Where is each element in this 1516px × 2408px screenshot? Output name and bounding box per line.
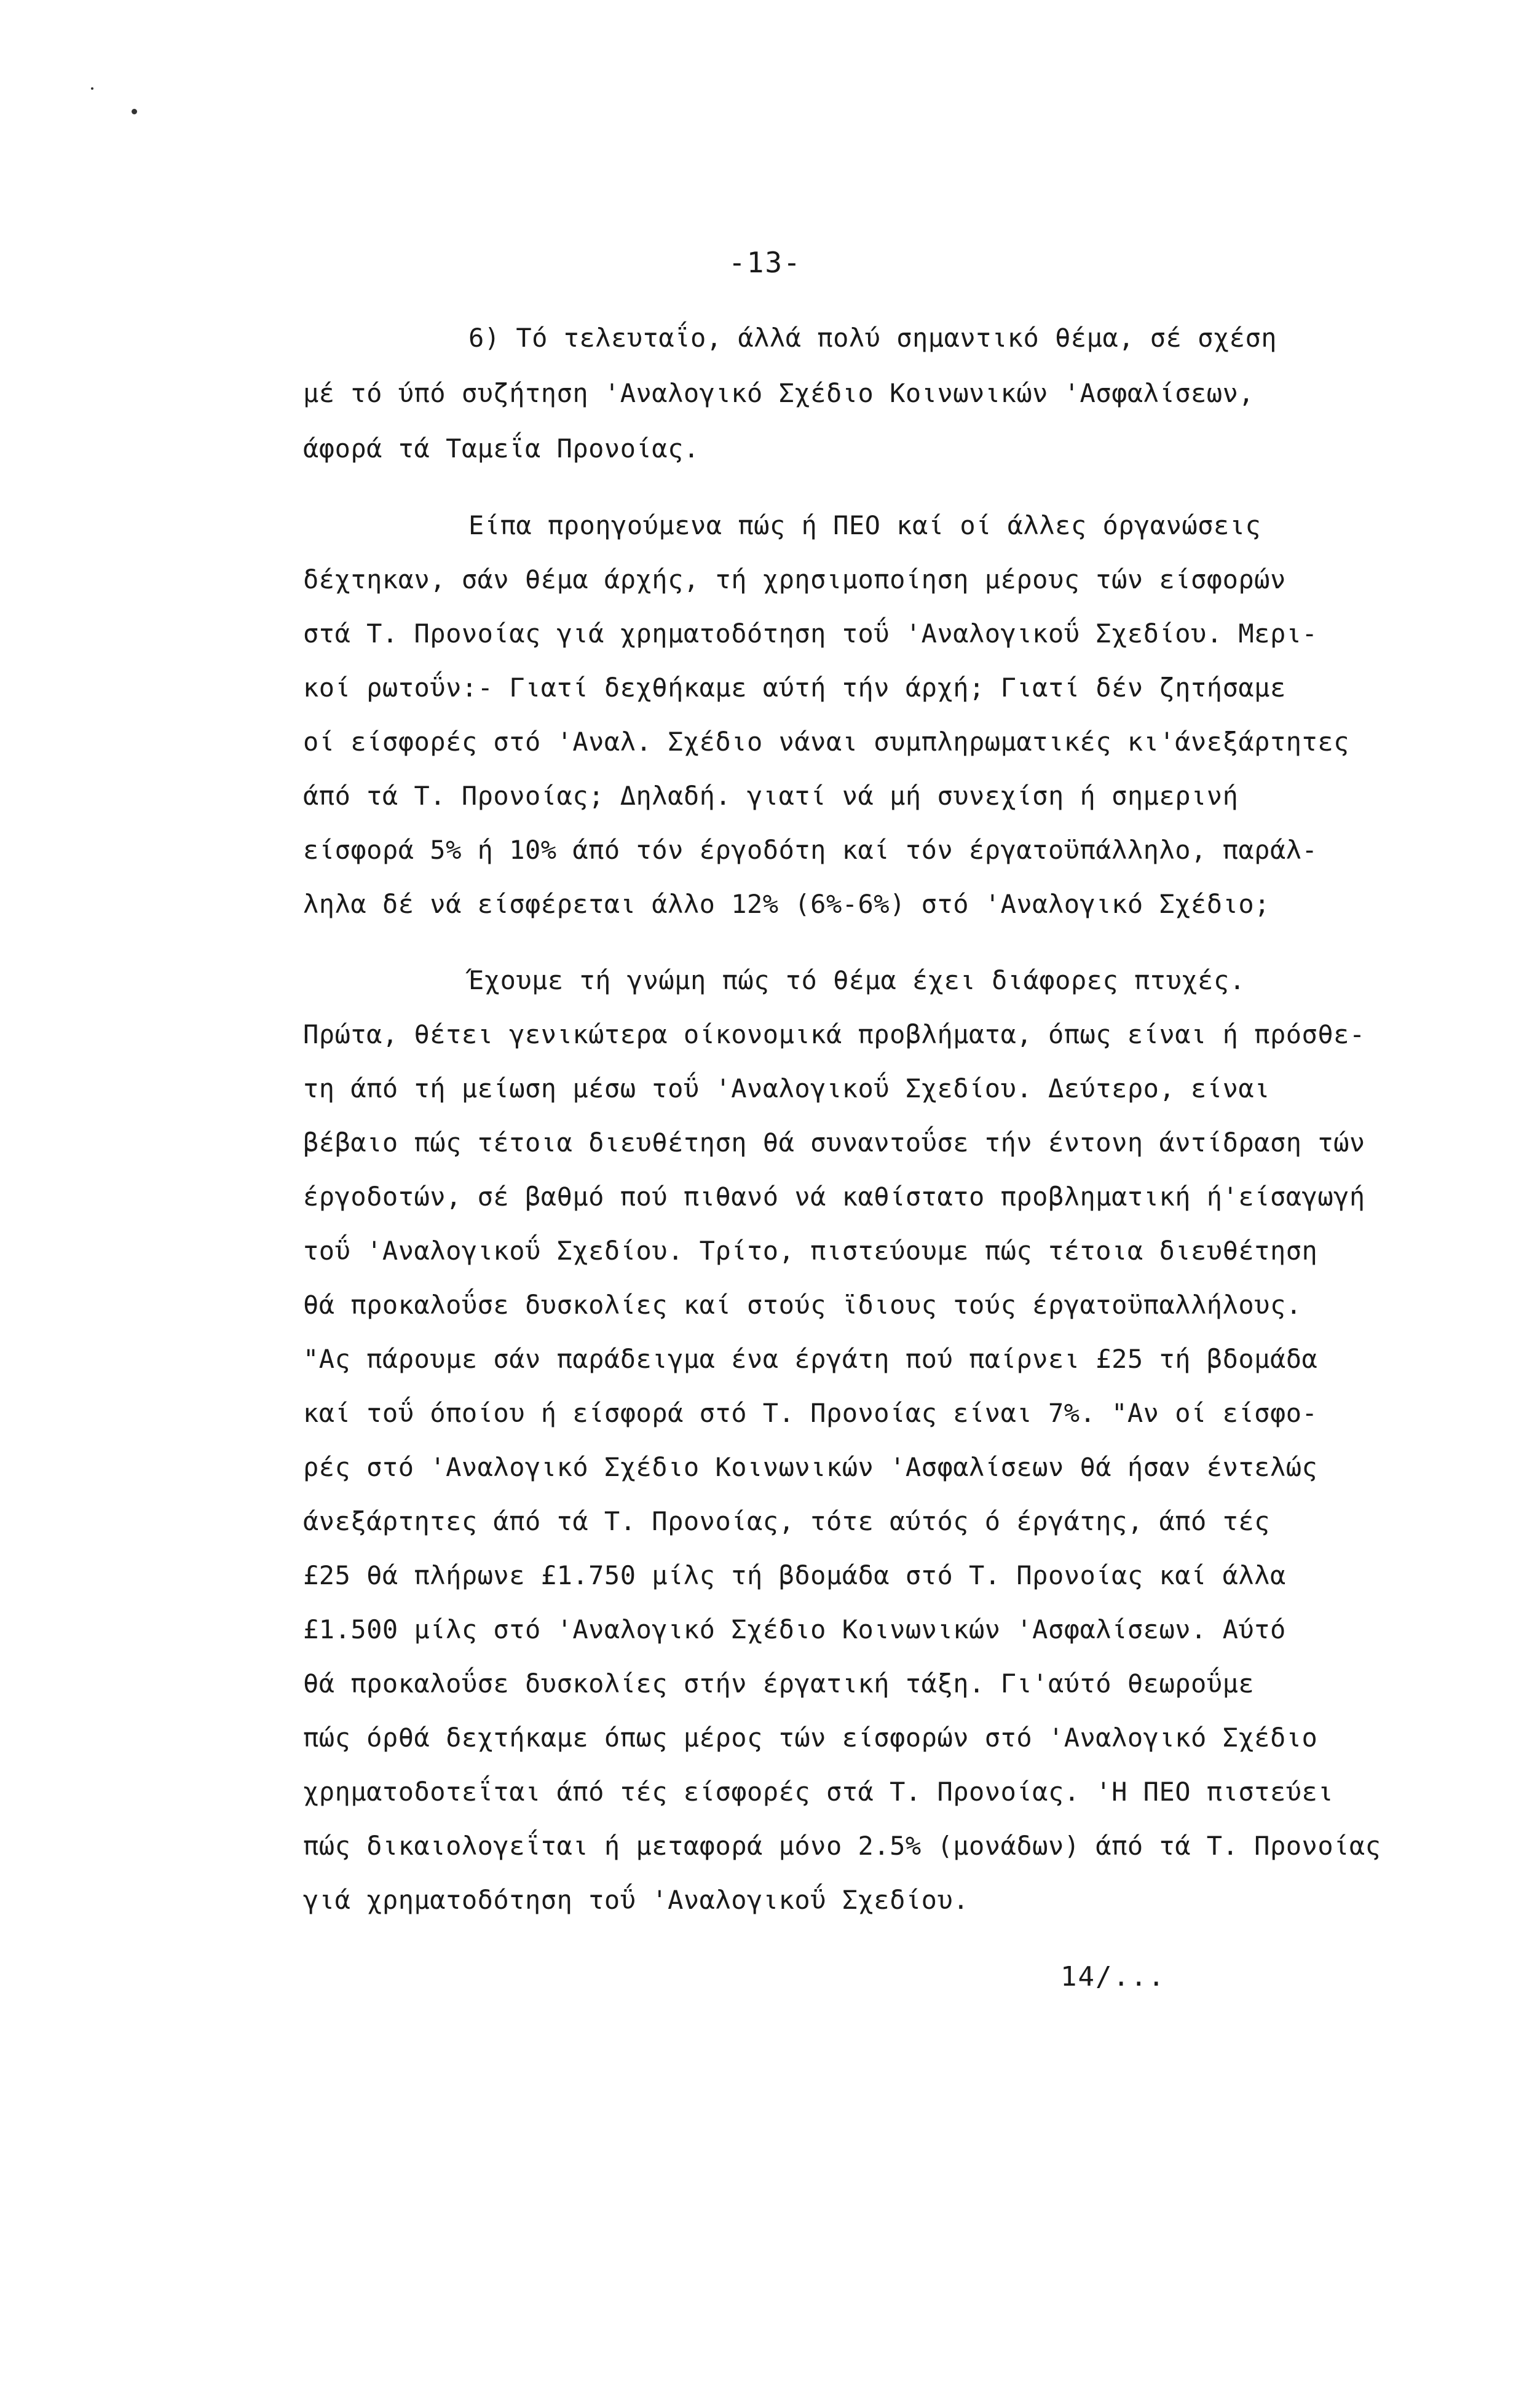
text-line: θά προκαλοΰσε δυσκολίες καί στούς ϊδιους τούς έργατοϋπαλλήλους. <box>303 1290 1302 1320</box>
text-line: πώς όρθά δεχτήκαμε όπως μέρος τών είσφορών στό 'Αναλογικό Σχέδιο <box>303 1723 1318 1753</box>
text-line: τοΰ 'Αναλογικοΰ Σχεδίου. Τρίτο, πιστεύουμε πώς τέτοια διευθέτηση <box>303 1236 1318 1266</box>
text-line: χρηματοδοτεΐται άπό τές είσφορές στά Τ. Προνοίας. 'Η ΠΕΟ πιστεύει <box>303 1777 1334 1807</box>
text-line: είσφορά 5% ή 10% άπό τόν έργοδότη καί τόν έργατοϋπάλληλο, παράλ- <box>303 835 1318 865</box>
text-line: στά Τ. Προνοίας γιά χρηματοδότηση τοΰ 'Αναλογικοΰ Σχεδίου. Μερι- <box>303 618 1318 649</box>
text-line: κοί ρωτοΰν:- Γιατί δεχθήκαμε αύτή τήν άρχή; Γιατί δέν ζητήσαμε <box>303 673 1286 703</box>
text-line: δέχτηκαν, σάν θέμα άρχής, τή χρησιμοποίηση μέρους τών είσφορών <box>303 564 1286 594</box>
text-line: ληλα δέ νά είσφέρεται άλλο 12% (6%-6%) στό 'Αναλογικό Σχέδιο; <box>303 889 1270 919</box>
text-line: άπό τά Τ. Προνοίας; Δηλαδή. γιατί νά μή συνεχίση ή σημερινή <box>303 781 1239 811</box>
text-line: βέβαιο πώς τέτοια διευθέτηση θά συναντοΰσε τήν έντονη άντίδραση τών <box>303 1127 1365 1158</box>
text-line: καί τοΰ όποίου ή είσφορά στό Τ. Προνοίας είναι 7%. "Αν οί είσφο- <box>303 1398 1318 1428</box>
text-line: άνεξάρτητες άπό τά Τ. Προνοίας, τότε αύτός ό έργάτης, άπό τές <box>303 1506 1270 1536</box>
scan-speck <box>91 87 93 90</box>
text-line: £25 θά πλήρωνε £1.750 μίλς τή βδομάδα στό Τ. Προνοίας καί άλλα <box>303 1560 1286 1590</box>
text-line: 6) Τό τελευταΐο, άλλά πολύ σημαντικό θέμα, σέ σχέση <box>468 323 1277 353</box>
text-line: "Ας πάρουμε σάν παράδειγμα ένα έργάτη πού παίρνει £25 τή βδομάδα <box>303 1344 1318 1374</box>
scan-speck <box>132 109 137 114</box>
text-line: ρές στό 'Αναλογικό Σχέδιο Κοινωνικών 'Ασφαλίσεων θά ήσαν έντελώς <box>303 1452 1318 1482</box>
text-line: γιά χρηματοδότηση τοΰ 'Αναλογικοΰ Σχεδίου. <box>303 1885 969 1915</box>
text-line: έργοδοτών, σέ βαθμό πού πιθανό νά καθίστατο προβληματική ή'είσαγωγή <box>303 1182 1365 1212</box>
text-line: πώς δικαιολογεΐται ή μεταφορά μόνο 2.5% (μονάδων) άπό τά Τ. Προνοίας <box>303 1831 1381 1861</box>
page-number: -13- <box>728 246 802 279</box>
text-line: Είπα προηγούμενα πώς ή ΠΕΟ καί οί άλλες όργανώσεις <box>468 510 1261 540</box>
text-line: £1.500 μίλς στό 'Αναλογικό Σχέδιο Κοινωνικών 'Ασφαλίσεων. Αύτό <box>303 1614 1286 1644</box>
text-line: θά προκαλοΰσε δυσκολίες στήν έργατική τάξη. Γι'αύτό θεωροΰμε <box>303 1668 1255 1699</box>
text-line: μέ τό ύπό συζήτηση 'Αναλογικό Σχέδιο Κοινωνικών 'Ασφαλίσεων, <box>303 378 1255 408</box>
text-line: Έχουμε τή γνώμη πώς τό θέμα έχει διάφορες πτυχές. <box>468 965 1246 995</box>
text-line: άφορά τά Ταμεΐα Προνοίας. <box>303 433 700 464</box>
text-line: οί είσφορές στό 'Αναλ. Σχέδιο νάναι συμπληρωματικές κι'άνεξάρτητες <box>303 727 1349 757</box>
text-line: τη άπό τή μείωση μέσω τοΰ 'Αναλογικοΰ Σχεδίου. Δεύτερο, είναι <box>303 1073 1270 1103</box>
continuation-marker: 14/... <box>1060 1961 1166 1992</box>
text-line: Πρώτα, θέτει γενικώτερα οίκονομικά προβλήματα, όπως είναι ή πρόσθε- <box>303 1019 1365 1049</box>
